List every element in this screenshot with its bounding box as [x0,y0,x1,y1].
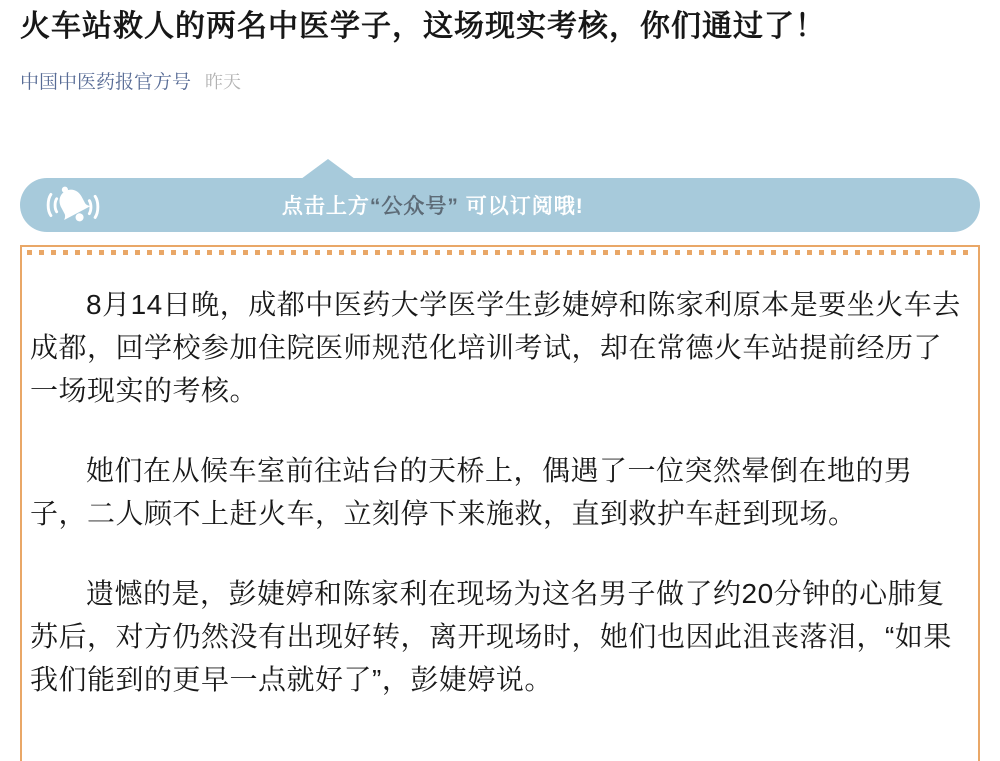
banner-text [282,190,584,220]
subscribe-banner-wrap [20,178,980,232]
banner-text-prefix: 点击上方 [281,195,370,218]
byline [20,67,980,94]
publish-date: 昨天 [205,72,242,92]
dotted-divider [27,250,973,255]
banner-text-highlight: “公众号” [369,195,459,218]
account-name-link[interactable]: 中国中医药报官方号 [20,72,192,93]
banner-text-suffix: 可以订阅哦! [458,195,584,218]
paragraph-1: 8月14日晚，成都中医药大学医学生彭婕婷和陈家利原本是要坐火车去成都，回学校参加住院医师规范化培训考试，却在常德火车站提前经历了一场现实的考核。 [30,289,961,406]
paragraph-3: 遗憾的是，彭婕婷和陈家利在现场为这名男子做了约20分钟的心肺复苏后，对方仍然没有出现好转，离开现场时，她们也因此沮丧落泪，“如果我们能到的更早一点就好了”，彭婕婷说。 [30,578,952,695]
bell-icon [44,180,102,230]
paragraph-2: 她们在从候车室前往站台的天桥上，偶遇了一位突然晕倒在地的男子，二人顾不上赶火车，立刻停下来施救，直到救护车赶到现场。 [30,455,913,529]
article-content-box [20,245,980,761]
banner-pointer-triangle [301,159,355,179]
article-page [0,8,1000,761]
article-title: 火车站救人的两名中医学子，这场现实考核，你们通过了！ [20,10,826,43]
subscribe-banner[interactable] [20,178,980,232]
